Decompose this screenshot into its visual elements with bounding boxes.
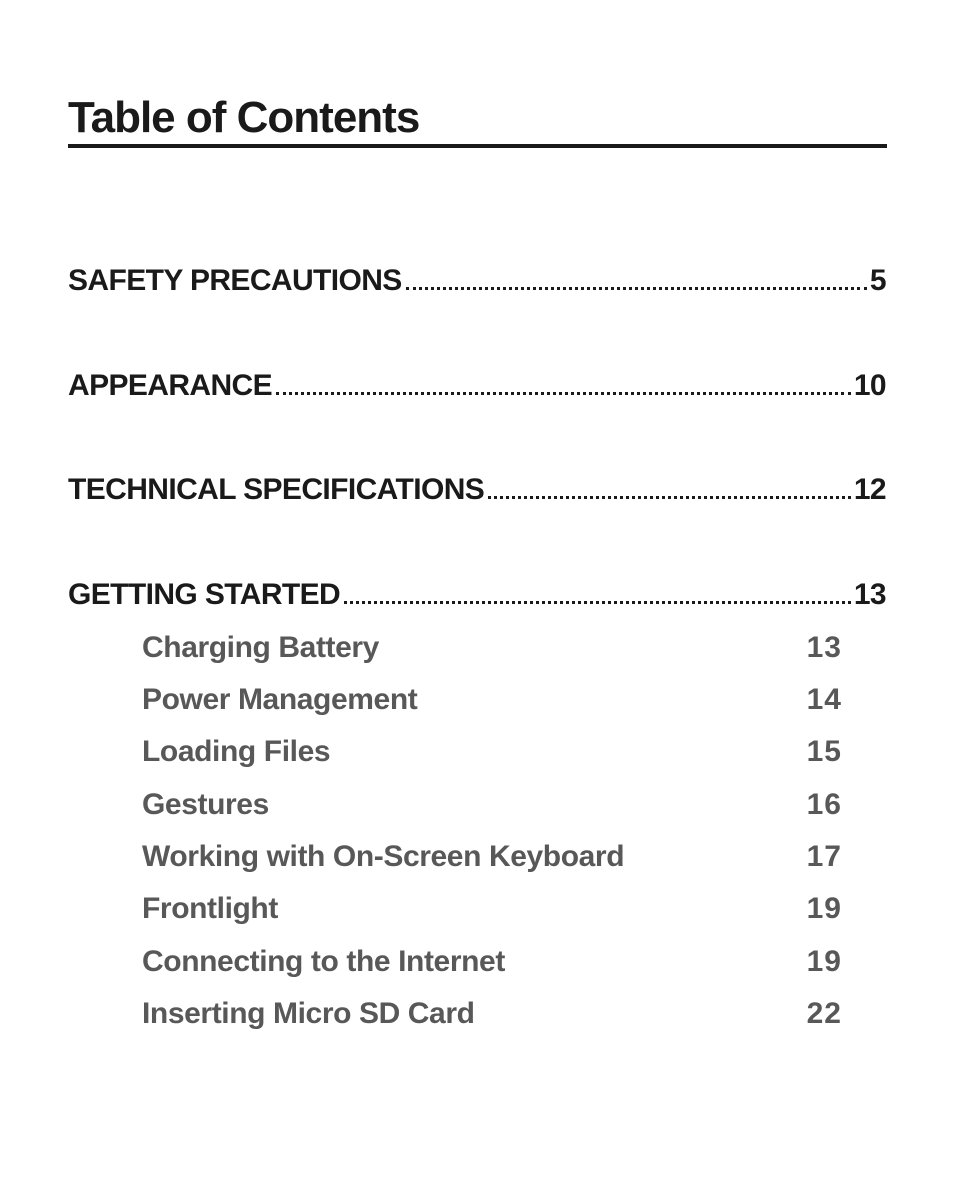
title-underline [68, 144, 887, 148]
toc-subentry-label: Working with On-Screen Keyboard [142, 840, 625, 873]
toc-subentry-on-screen-keyboard[interactable] [142, 837, 842, 877]
toc-subentry-frontlight[interactable] [142, 889, 842, 929]
toc-entry-label: GETTING STARTED [68, 578, 341, 611]
toc-subentry-page-number: 22 [806, 997, 842, 1030]
toc-subentry-label: Connecting to the Internet [142, 945, 505, 978]
toc-subentry-page-number: 13 [806, 631, 842, 664]
toc-subentry-label: Inserting Micro SD Card [142, 997, 475, 1030]
page-title: Table of Contents [68, 93, 420, 142]
toc-entry-page-number: 10 [853, 369, 886, 402]
toc-entry-label: APPEARANCE [68, 369, 273, 402]
toc-subentry-charging-battery[interactable] [142, 628, 842, 668]
toc-subentry-page-number: 17 [806, 840, 842, 873]
toc-subentry-page-number: 19 [806, 945, 842, 978]
toc-entry-safety-precautions[interactable] [68, 263, 886, 299]
toc-subentry-loading-files[interactable] [142, 732, 842, 772]
toc-entry-appearance[interactable] [68, 368, 886, 404]
toc-entry-page-number: 13 [853, 578, 886, 611]
dot-leader [488, 496, 851, 499]
dot-leader [276, 392, 851, 395]
toc-entry-getting-started[interactable] [68, 577, 886, 613]
toc-subentry-label: Gestures [142, 788, 269, 821]
toc-subentry-page-number: 15 [806, 735, 842, 768]
toc-entry-page-number: 12 [853, 473, 886, 506]
toc-subentry-label: Charging Battery [142, 631, 379, 664]
toc-subentry-label: Power Management [142, 683, 418, 716]
toc-entry-page-number: 5 [869, 264, 886, 297]
toc-entry-label: SAFETY PRECAUTIONS [68, 264, 402, 297]
toc-subentry-page-number: 14 [806, 683, 842, 716]
toc-subentry-page-number: 19 [806, 892, 842, 925]
toc-subentry-label: Loading Files [142, 735, 331, 768]
dot-leader [406, 287, 867, 290]
toc-subentry-power-management[interactable] [142, 680, 842, 720]
toc-entry-label: TECHNICAL SPECIFICATIONS [68, 473, 485, 506]
toc-subentry-label: Frontlight [142, 892, 278, 925]
toc-subentry-micro-sd-card[interactable] [142, 994, 842, 1034]
dot-leader [344, 601, 851, 604]
toc-subentry-page-number: 16 [806, 788, 842, 821]
toc-subentry-connecting-internet[interactable] [142, 942, 842, 982]
toc-entry-technical-specifications[interactable] [68, 472, 886, 508]
toc-subentry-gestures[interactable] [142, 785, 842, 825]
